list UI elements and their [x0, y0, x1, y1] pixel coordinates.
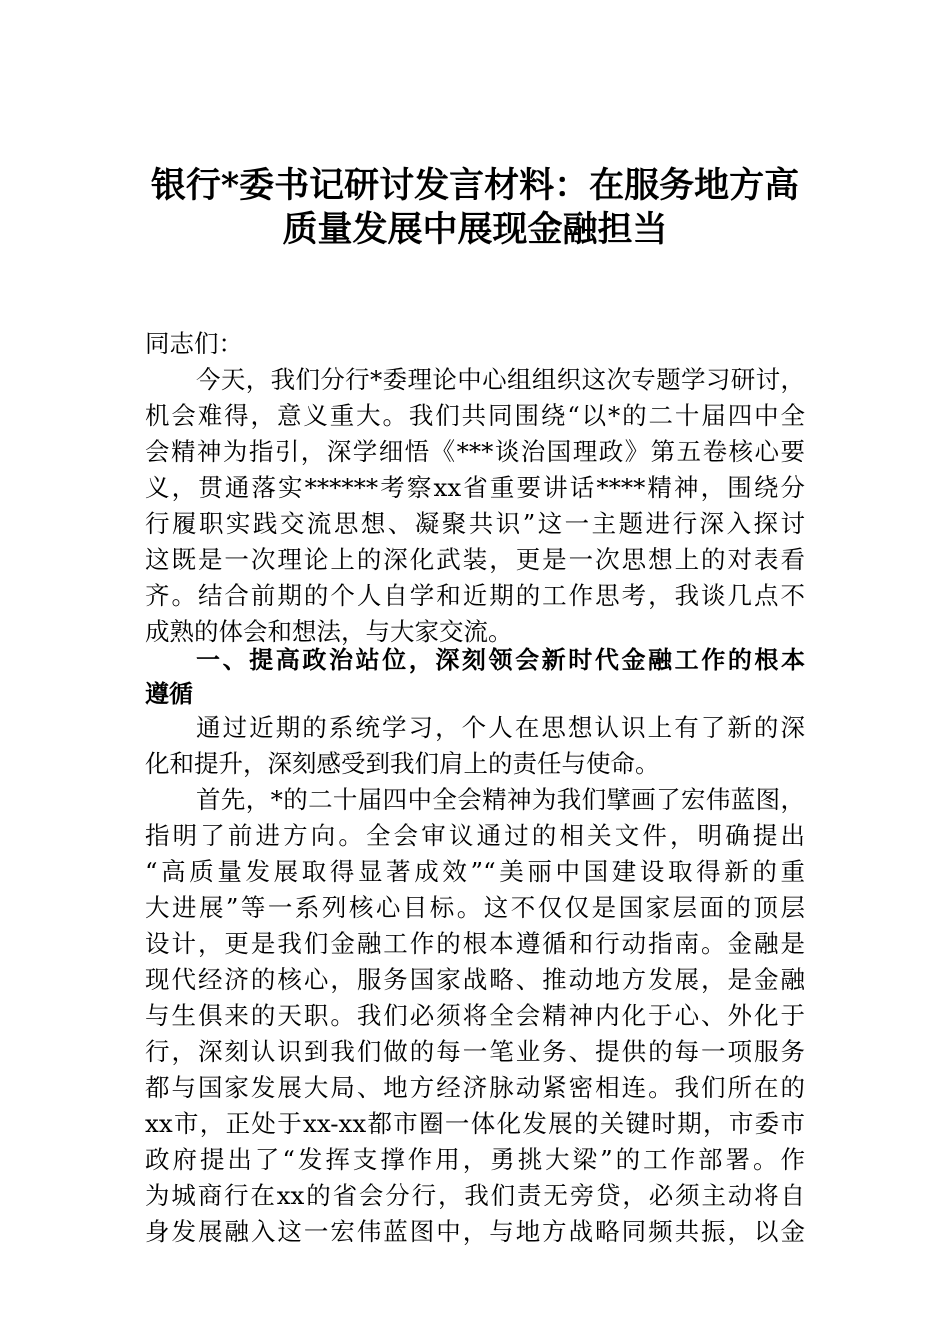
document-title-line-1: 银行*委书记研讨发言材料：在服务地方高	[150, 165, 800, 206]
paragraph-1-line: 成熟的体会和想法，与大家交流。	[145, 617, 513, 646]
paragraph-3-line: 行，深刻认识到我们做的每一笔业务、提供的每一项服务	[145, 1037, 805, 1066]
paragraph-3-line: 为城商行在xx的省会分行，我们责无旁贷，必须主动将自	[145, 1181, 805, 1210]
paragraph-1-line: 义，贯通落实******考察xx省重要讲话****精神，围绕分	[145, 473, 805, 502]
paragraph-1-line: 齐。结合前期的个人自学和近期的工作思考，我谈几点不	[145, 581, 805, 610]
paragraph-1-line: 机会难得，意义重大。我们共同围绕“以*的二十届四中全	[145, 401, 805, 430]
section-heading-line: 一、提高政治站位，深刻领会新时代金融工作的根本	[196, 646, 805, 674]
paragraph-3-line: “高质量发展取得显著成效”“美丽中国建设取得新的重	[145, 857, 805, 886]
paragraph-3-line: 首先，*的二十届四中全会精神为我们擘画了宏伟蓝图，	[196, 785, 805, 814]
paragraph-3-line: 现代经济的核心，服务国家战略、推动地方发展，是金融	[145, 965, 805, 994]
paragraph-3-line: 都与国家发展大局、地方经济脉动紧密相连。我们所在的	[145, 1073, 805, 1102]
paragraph-1-line: 这既是一次理论上的深化武装，更是一次思想上的对表看	[145, 545, 805, 574]
paragraph-3-line: 大进展”等一系列核心目标。这不仅仅是国家层面的顶层	[145, 893, 805, 922]
salutation: 同志们：	[145, 329, 243, 358]
paragraph-2-line: 通过近期的系统学习，个人在思想认识上有了新的深	[196, 713, 805, 742]
paragraph-1-line: 行履职实践交流思想、凝聚共识”这一主题进行深入探讨	[145, 509, 805, 538]
paragraph-3-line: xx市，正处于xx-xx都市圈一体化发展的关键时期，市委市	[145, 1109, 805, 1138]
paragraph-1-line: 今天，我们分行*委理论中心组组织这次专题学习研讨，	[196, 365, 805, 394]
paragraph-3-line: 设计，更是我们金融工作的根本遵循和行动指南。金融是	[145, 929, 805, 958]
document-title-line-2: 质量发展中展现金融担当	[282, 209, 668, 250]
paragraph-3-line: 指明了前进方向。全会审议通过的相关文件，明确提出	[145, 821, 805, 850]
section-heading-line: 遵循	[145, 680, 193, 708]
paragraph-3-line: 政府提出了“发挥支撑作用，勇挑大梁”的工作部署。作	[145, 1145, 805, 1174]
paragraph-3-line: 与生俱来的天职。我们必须将全会精神内化于心、外化于	[145, 1001, 805, 1030]
paragraph-2-line: 化和提升，深刻感受到我们肩上的责任与使命。	[145, 749, 660, 778]
paragraph-3-line: 身发展融入这一宏伟蓝图中，与地方战略同频共振，以金	[145, 1217, 805, 1246]
paragraph-1-line: 会精神为指引，深学细悟《***谈治国理政》第五卷核心要	[145, 437, 805, 466]
